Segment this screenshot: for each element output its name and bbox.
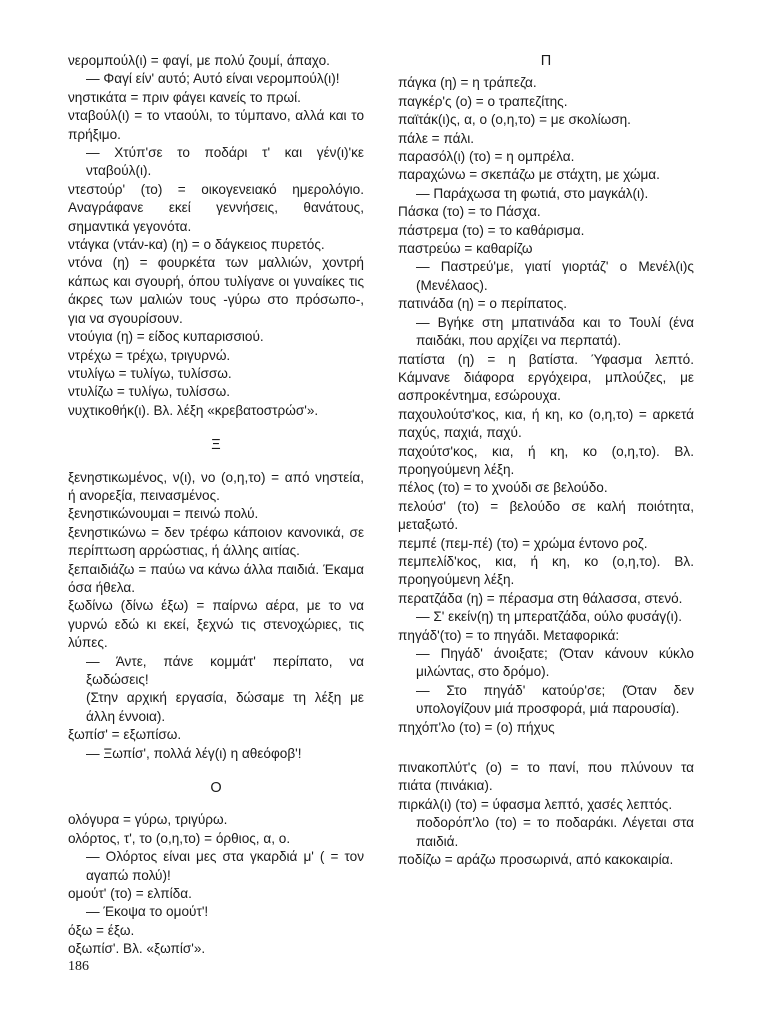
dict-entry: πελούσ' (το) = βελούδο σε καλή ποιότητα, μεταξωτό. bbox=[398, 498, 694, 533]
dict-entry: ντούγια (η) = είδος κυπαρισσιού. bbox=[68, 329, 264, 345]
dict-entry: ντάγκα (ντάν-κα) (η) = ο δάγκειος πυρετός. bbox=[68, 237, 325, 253]
dict-entry: ποδίζω = αράζω προσωρινά, από κακοκαιρία. bbox=[398, 852, 674, 868]
example-line: — Φαγί είν' αυτό; Αυτό είναι νερομπούλ(ι)! bbox=[86, 71, 340, 87]
dict-entry: παϊτάκ(ι)ς, α, ο (ο,η,το) = με σκολίωση. bbox=[398, 112, 631, 128]
dict-entry: πηγάδ'(το) = το πηγάδι. Μεταφορικά: bbox=[398, 627, 620, 643]
example-line: — Έκοψα το ομούτ'! bbox=[86, 904, 209, 920]
example-line: — Άντε, πάνε κομμάτ' περίπατο, να ξωδώσεις! bbox=[86, 653, 364, 687]
dict-entry: πηχόπ'λο (το) = (ο) πήχυς bbox=[398, 719, 555, 735]
dict-entry: ντεστούρ' (το) = οικογενειακό ημερολόγιο. Αναγράφανε εκεί γεννήσεις, θανάτους, σημαντικά γεγονότα. bbox=[68, 181, 364, 234]
dict-entry: παχούτσ'κος, κια, ή κη, κο (ο,η,το). Βλ. προηγούμενη λέξη. bbox=[398, 443, 694, 477]
example-line: — Στο πηγάδ' κατούρ'σε; (Όταν δεν υπολογίζουν μιά προσφορά, μιά παρουσία). bbox=[416, 682, 694, 717]
example-line: — Σ' εκείν(η) τη μπερατζάδα, ούλο φυσάγ(ι). bbox=[416, 609, 683, 625]
right-column bbox=[398, 52, 694, 869]
dict-entry: ντόνα (η) = φουρκέτα των μαλλιών, χοντρή κάπως και σγουρή, όπου τυλίγανε οι γυναίκες τις άκρες των μαλιών τους -γύρω στο πρόσωπο-, για να σγουρίσουν. bbox=[68, 255, 364, 326]
dict-entry: ποδορόπ'λο (το) = το ποδαράκι. Λέγεται στα παιδιά. bbox=[416, 815, 694, 849]
example-line: — Πηγάδ' άνοιξατε; (Όταν κάνουν κύκλο μιλώντας, στο δρόμο). bbox=[416, 646, 694, 680]
dict-entry: ξενηστικωμένος, ν(ι), νο (ο,η,το) = από νηστεία, ή ανορεξία, πεινασμένος. bbox=[68, 469, 364, 503]
dict-entry: ολόρτος, τ', το (ο,η,το) = όρθιος, α, ο. bbox=[68, 830, 291, 846]
dict-entry: πινακοπλύτ'ς (ο) = το πανί, που πλύνουν τα πιάτα (πινάκια). bbox=[398, 760, 694, 794]
dict-entry: πάγκα (η) = η τράπεζα. bbox=[398, 75, 537, 91]
dict-entry: ντυλίγω = τυλίγω, τυλίσσω. bbox=[68, 365, 232, 381]
dict-entry: παγκέρ'ς (ο) = ο τραπεζίτης. bbox=[398, 93, 568, 109]
example-line: — Βγήκε στη μπατινάδα και το Τουλί (ένα παιδάκι, που αρχίζει να περπατά). bbox=[416, 314, 694, 349]
dict-entry: νταβούλ(ι) = το νταούλι, το τύμπανο, αλλά και το πρήξιμο. bbox=[68, 108, 364, 142]
dict-entry: πάλε = πάλι. bbox=[398, 130, 475, 146]
page-number: 186 bbox=[68, 959, 89, 974]
dict-entry: πεμπέ (πεμ-πέ) (το) = χρώμα έντονο ροζ. bbox=[398, 535, 648, 551]
dict-entry: ξεπαιδιάζω = παύω να κάνω άλλα παιδιά. Έκαμα όσα ήθελα. bbox=[68, 561, 364, 595]
example-line: — Χτύπ'σε το ποδάρι τ' και γέν(ι)'κε νταβούλ(ι). bbox=[86, 145, 364, 179]
dict-entry: Πάσκα (το) = το Πάσχα. bbox=[398, 204, 541, 220]
dict-entry: ολόγυρα = γύρω, τριγύρω. bbox=[68, 812, 228, 828]
dict-entry: ξωπίσ' = εξωπίσω. bbox=[68, 727, 182, 743]
left-column bbox=[68, 52, 364, 959]
dict-entry: ομούτ' (το) = ελπίδα. bbox=[68, 886, 192, 902]
dict-entry: παστρεύω = καθαρίζω bbox=[398, 241, 533, 257]
dict-entry: νυχτικοθήκ(ι). Βλ. λέξη «κρεβατοστρώσ'». bbox=[68, 402, 319, 418]
dict-entry: νηστικάτα = πριν φάγει κανείς το πρωί. bbox=[68, 89, 301, 105]
dict-entry: παρασόλ(ι) (το) = η ομπρέλα. bbox=[398, 149, 575, 165]
example-line: — Παστρεύ'με, γιατί γιορτάζ' ο Μενέλ(ι)ς (Μενέλαος). bbox=[416, 259, 694, 293]
dict-entry: όξω = έξω. bbox=[68, 922, 135, 938]
note-line: (Στην αρχική εργασία, δώσαμε τη λέξη με άλλη έννοια). bbox=[86, 690, 364, 724]
dict-entry: πατίστα (η) = η βατίστα. Ύφασμα λεπτό. Κάμνανε διάφορα εργόχειρα, μπλούζες, με ασπροκέντημα, εσώρουχα. bbox=[398, 351, 694, 404]
dict-entry: παραχώνω = σκεπάζω με στάχτη, με χώμα. bbox=[398, 167, 660, 183]
dict-entry: περατζάδα (η) = πέρασμα στη θάλασσα, στενό. bbox=[398, 590, 683, 606]
example-line: — Ξωπίσ', πολλά λέγ(ι) η αθεόφοβ'! bbox=[86, 745, 302, 761]
dict-entry: ντρέχω = τρέχω, τριγυρνώ. bbox=[68, 347, 231, 363]
example-line: — Παράχωσα τη φωτιά, στο μαγκάλ(ι). bbox=[416, 185, 649, 201]
section-letter-o: Ο bbox=[210, 780, 222, 797]
dict-entry: πεμπελίδ'κος, κια, ή κη, κο (ο,η,το). Βλ. προηγούμενη λέξη. bbox=[398, 553, 694, 588]
dict-entry: ντυλίζω = τυλίγω, τυλίσσω. bbox=[68, 384, 230, 400]
dict-entry: ξενηστικώνω = δεν τρέφω κάποιον κανονικά, σε περίπτωση αρρώστιας, ή άλλης αιτίας. bbox=[68, 524, 364, 559]
dict-entry: παχουλούτσ'κος, κια, ή κη, κο (ο,η,το) = αρκετά παχύς, παχιά, παχύ. bbox=[398, 406, 694, 441]
dict-entry: ξενηστικώνουμαι = πεινώ πολύ. bbox=[68, 506, 259, 522]
dict-entry: νερομπούλ(ι) = φαγί, με πολύ ζουμί, άπαχο. bbox=[68, 53, 330, 68]
dict-entry: πέλος (το) = το χνούδι σε βελούδο. bbox=[398, 480, 608, 496]
section-letter-pi: Π bbox=[540, 53, 552, 69]
dict-entry: πάστρεμα (το) = το καθάρισμα. bbox=[398, 222, 585, 238]
dict-entry: ξωδίνω (δίνω έξω) = παίρνω αέρα, με το να γυρνώ εδώ κι εκεί, ξεχνώ τις στενοχώριες, τις λύπες. bbox=[68, 598, 364, 651]
dict-entry: οξωπίσ'. Βλ. «ξωπίσ'». bbox=[68, 941, 206, 957]
dict-entry: πατινάδα (η) = ο περίπατος. bbox=[398, 296, 568, 312]
example-line: — Ολόρτος είναι μες στα γκαρδιά μ' ( = τον αγαπώ πολύ)! bbox=[86, 849, 364, 883]
section-letter-xi: Ξ bbox=[211, 437, 221, 454]
dict-entry: πιρκάλ(ι) (το) = ύφασμα λεπτό, χασές λεπτός. bbox=[398, 796, 673, 812]
